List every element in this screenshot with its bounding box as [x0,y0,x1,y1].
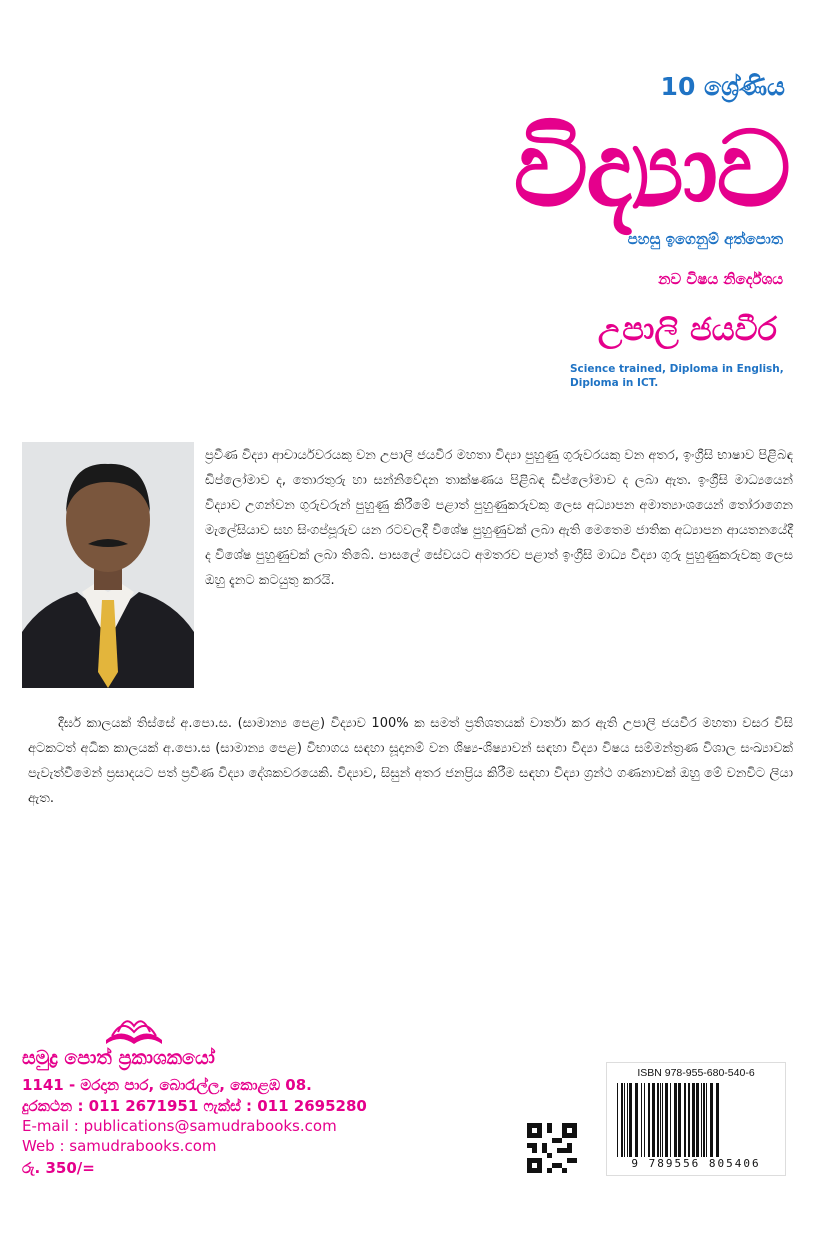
barcode-bar [644,1083,645,1157]
qr-code-icon [527,1123,577,1173]
author-photo [22,442,194,688]
barcode-bar [716,1083,719,1157]
publisher-phone: දුරකථන : 011 2671951 ෆැක්ස් : 011 2695280 [22,1097,367,1115]
barcode-bar [674,1083,677,1157]
barcode-bar [641,1083,642,1157]
author-bio-paragraph-1: ප්‍රවීණ විද්‍යා ආචාර්යවරයකු වන උපාලි ජයවීර මහතා විද්‍යා පුහුණු ගුරුවරයකු වන අතර, ඉංග්‍රීසි භාෂාව පිළිබඳ ඩිප්ලෝමාව ද, තොරතුරු හා සන්නිවේදන තාක්ෂණය පිළිබඳ ඩිප්ලෝමාව ද ලබා ඇත. ඉංග්‍රීසි මාධ්‍යයෙන් විද්‍යාව උගන්වන ගුරුවරුන් පුහුණු කිරීමේ පළාත් පුහුණුකරුවකු ලෙස අධ්‍යාපන අමාත්‍යාංශයෙන් තෝරාගෙන මැලේසියාව සහ සිංගප්පූරුව යන රටවලදී විශේෂ පුහුණුවක් ලබා ඇති මෙතෙම ජාතික අධ්‍යාපන ආයතනයේදී ද විශේෂ පුහුණුවක් ලබා තිබේ. පාසලේ සේවයට අමතරව පළාත් ඉංග්‍රීසි මාධ්‍ය විද්‍යා ගුරු පුහුණුකරුවකු ලෙස ඔහු දැනට කටයුතු කරයි. [205,448,793,588]
barcode-bar [696,1083,699,1157]
author-portrait-illustration [22,442,194,688]
barcode-bar [617,1083,618,1157]
book-price: රු. 350/= [22,1159,95,1177]
barcode-bar [660,1083,661,1157]
barcode-bar [652,1083,655,1157]
barcode-bar [692,1083,695,1157]
barcode-bar [684,1083,686,1157]
grade-label: 10 ශ්‍රේණිය [660,72,785,101]
book-tagline: පහසු ඉගෙනුම් අත්පොත [627,230,783,248]
author-name: උපාලි ජයවීර [597,310,777,348]
syllabus-label: නව විෂය නිර්දේශය [658,270,783,288]
author-credentials: Science trained, Diploma in English, Diploma in ICT. [570,363,784,390]
barcode-bar [678,1083,681,1157]
book-title: විද්‍යාව [513,108,789,230]
barcode-bar [703,1083,705,1157]
barcode-bar [635,1083,638,1157]
barcode-digits: 9 789556 805406 [631,1157,761,1170]
isbn-number: ISBN 978-955-680-540-6 [637,1067,755,1079]
barcode-bar [627,1083,628,1157]
barcode-bar [629,1083,632,1157]
barcode-bar [624,1083,625,1157]
barcode-bar [662,1083,663,1157]
barcode-bar [706,1083,707,1157]
barcode-bar [648,1083,650,1157]
barcode-bar [688,1083,690,1157]
publisher-address: 1141 - මරදාන පාර, බොරැල්ල, කොළඹ 08. [22,1076,312,1094]
open-book-logo-icon [102,1010,166,1050]
barcode-bar [665,1083,668,1157]
barcode-bar [670,1083,671,1157]
barcode-bar [701,1083,702,1157]
barcode-bar [621,1083,623,1157]
publisher-name: සමුද්‍ර පොත් ප්‍රකාශකයෝ [22,1047,215,1069]
isbn-barcode [606,1062,786,1176]
barcode-bar [710,1083,713,1157]
publisher-email: E-mail : publications@samudrabooks.com [22,1117,337,1135]
barcode-bar [657,1083,659,1157]
barcode-bars [615,1083,777,1157]
author-bio-paragraph-2: දීර්ඝ කාලයක් තිස්සේ අ.පො.ස. (සාමාන්‍ය පෙළ) විද්‍යාව 100% ක සමත් ප්‍රතිශතයක් වාර්තා කර ඇති උපාලි ජයවීර මහතා වසර විසි අටකටත් අධික කාලයක් අ.පො.ස (සාමාන්‍ය පෙළ) විභාගය සඳහා සූදානම් වන ශිෂ්‍ය-ශිෂ්‍යාවන් සඳහා විද්‍යා විෂය සම්මන්ත්‍රණ විශාල සංඛ්‍යාවක් පැවැත්වීමෙන් ප්‍රසාදයට පත් ප්‍රවීණ විද්‍යා දේශකවරයෙකි. විද්‍යාව, සිසුන් අතර ජනප්‍රිය කිරීම සඳහා විද්‍යා ග්‍රන්ථ ගණනාවක් ඔහු මේ වනවිට ලියා ඇත. [28,716,793,806]
publisher-website: Web : samudrabooks.com [22,1137,217,1155]
